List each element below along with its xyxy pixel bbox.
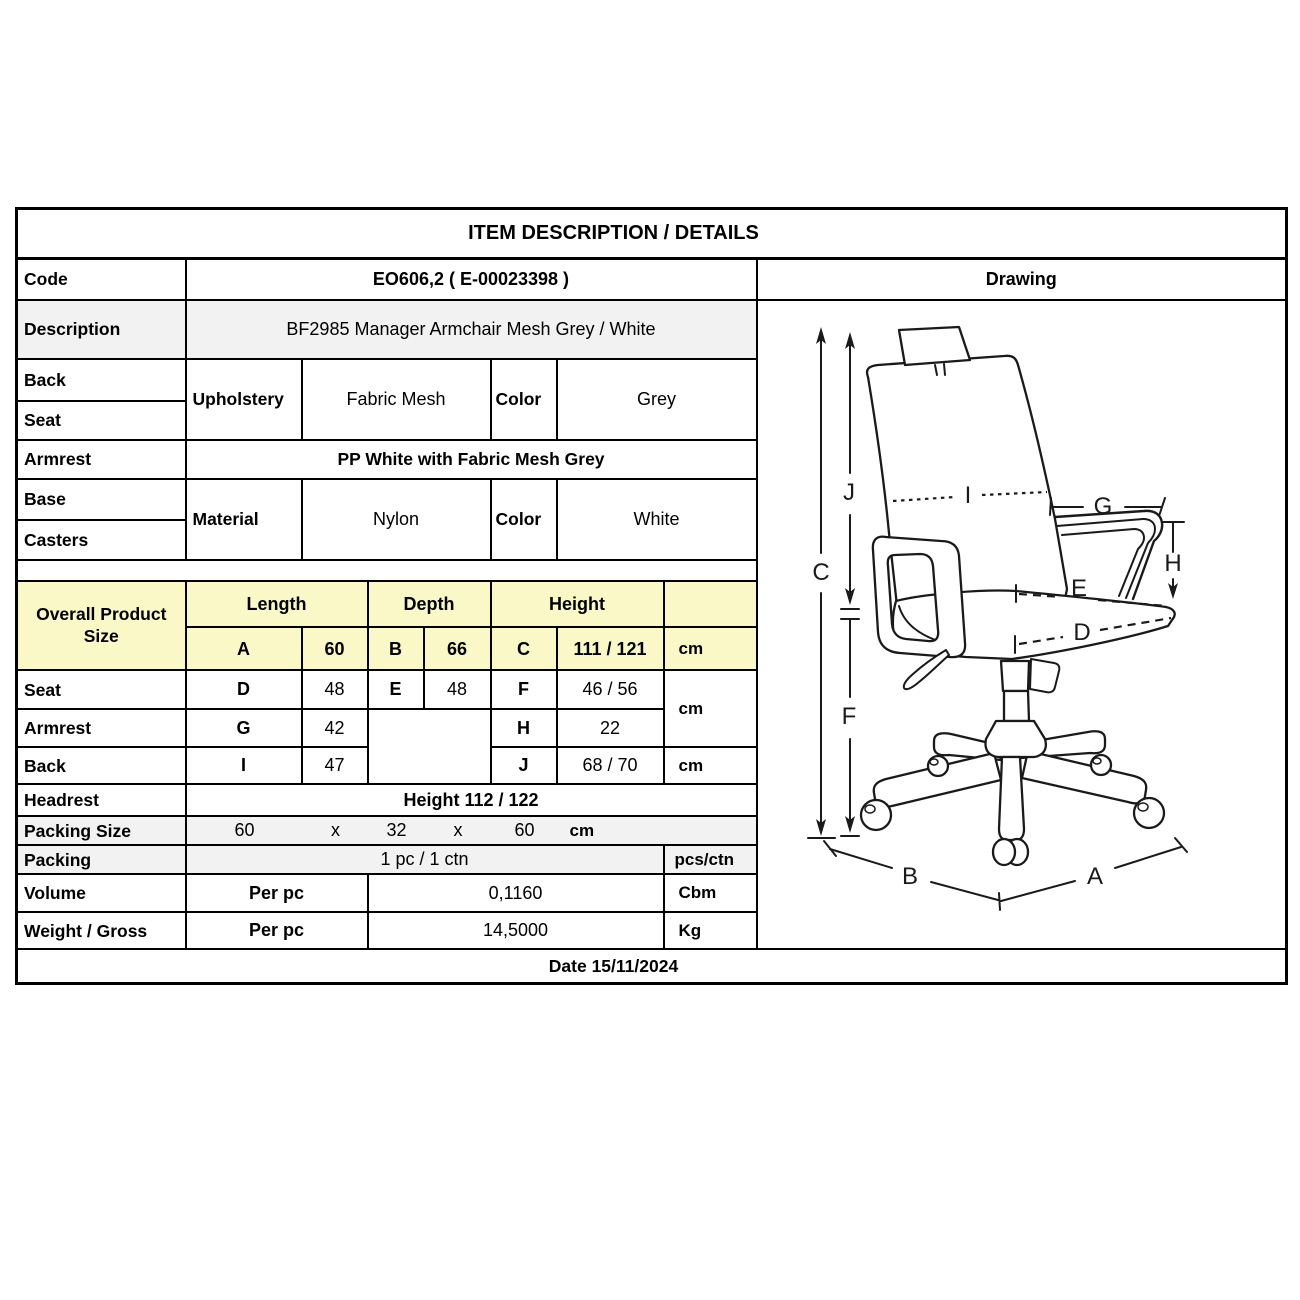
size-header-empty	[664, 581, 757, 627]
overall-b-val: 66	[424, 627, 491, 670]
base-label: Base	[17, 479, 186, 520]
material-label: Material	[186, 479, 302, 560]
armrest-label: Armrest	[17, 440, 186, 479]
upholstery-color-label: Color	[491, 359, 557, 440]
volume-unit: Cbm	[664, 874, 757, 912]
armrest-h-key: H	[491, 709, 557, 747]
upholstery-material: Fabric Mesh	[302, 359, 491, 440]
code-label: Code	[17, 259, 186, 300]
armrest-value: PP White with Fabric Mesh Grey	[186, 440, 757, 479]
upholstery-color-value: Grey	[557, 359, 757, 440]
svg-text:H: H	[1163, 549, 1182, 577]
packing-size-x2: x	[453, 820, 463, 841]
depth-header: Depth	[368, 581, 491, 627]
headrest-value: Height 112 / 122	[186, 784, 757, 816]
overall-b-key: B	[368, 627, 424, 670]
chair-drawing	[758, 301, 1284, 944]
caster-back-right	[1091, 755, 1111, 775]
back-unit: cm	[664, 747, 757, 784]
svg-text:I: I	[964, 481, 971, 509]
base-leg-right	[1022, 751, 1146, 803]
base-material: Nylon	[302, 479, 491, 560]
caster-front-a	[993, 839, 1015, 865]
volume-label: Volume	[17, 874, 186, 912]
spec-table	[15, 207, 1288, 985]
back-i-val: 47	[302, 747, 368, 784]
svg-text:G: G	[1093, 492, 1112, 520]
packing-size-v1: 60	[234, 820, 255, 841]
seat-e-val: 48	[424, 670, 491, 708]
length-header: Length	[186, 581, 368, 627]
packing-value: 1 pc / 1 ctn	[186, 845, 664, 874]
dim-f	[841, 619, 859, 836]
drawing-cell	[757, 300, 1287, 950]
overall-c-key: C	[491, 627, 557, 670]
overall-a-key: A	[186, 627, 302, 670]
drawing-header: Drawing	[757, 259, 1287, 300]
dim-j	[841, 332, 859, 609]
seat-e-key: E	[368, 670, 424, 708]
volume-per: Per pc	[186, 874, 368, 912]
armrest-dims-label: Armrest	[17, 709, 186, 747]
base-leg-front	[999, 757, 1024, 840]
packing-size-unit: cm	[569, 820, 595, 840]
seat-f-val: 46 / 56	[557, 670, 664, 708]
casters-label: Casters	[17, 520, 186, 560]
svg-text:F: F	[841, 702, 856, 730]
caster-left	[861, 800, 891, 830]
chair-back	[867, 355, 1067, 605]
dim-c	[808, 327, 835, 838]
back-j-key: J	[491, 747, 557, 784]
overall-unit: cm	[664, 627, 757, 670]
base-color-value: White	[557, 479, 757, 560]
dims-empty-cell	[368, 709, 491, 784]
sheet-title: ITEM DESCRIPTION / DETAILS	[17, 209, 1287, 259]
seat-d-val: 48	[302, 670, 368, 708]
seat-adjuster-box	[1030, 659, 1059, 692]
back-j-val: 68 / 70	[557, 747, 664, 784]
base-hub	[985, 721, 1045, 757]
packing-size-v2: 32	[386, 820, 407, 841]
base-color-label: Color	[491, 479, 557, 560]
code-value: EO606,2 ( E-00023398 )	[186, 259, 757, 300]
description-value: BF2985 Manager Armchair Mesh Grey / White	[186, 300, 757, 359]
base-star	[873, 721, 1145, 840]
armrest-h-val: 22	[557, 709, 664, 747]
packing-size-x1: x	[331, 820, 340, 841]
headrest	[899, 327, 970, 365]
volume-value: 0,1160	[368, 874, 664, 912]
packing-unit: pcs/ctn	[664, 845, 757, 874]
armrest-g-val: 42	[302, 709, 368, 747]
seat-label: Seat	[17, 401, 186, 440]
packing-size-label: Packing Size	[17, 816, 186, 845]
seat-d-key: D	[186, 670, 302, 708]
weight-label: Weight / Gross	[17, 912, 186, 949]
dim-b	[824, 841, 998, 900]
caster-right	[1134, 798, 1164, 828]
spacer-row	[17, 560, 757, 581]
packing-size-v3: 60	[514, 820, 535, 841]
back-label: Back	[17, 359, 186, 401]
back-dims-label: Back	[17, 747, 186, 784]
svg-text:E: E	[1070, 574, 1087, 602]
seat-dims-label: Seat	[17, 670, 186, 708]
headrest-label: Headrest	[17, 784, 186, 816]
upholstery-label: Upholstery	[186, 359, 302, 440]
dim-h	[1162, 522, 1184, 599]
packing-label: Packing	[17, 845, 186, 874]
svg-text:D: D	[1072, 618, 1091, 646]
date-row: Date 15/11/2024	[17, 949, 1287, 983]
seat-armrest-unit: cm	[664, 670, 757, 747]
height-header: Height	[491, 581, 664, 627]
weight-unit: Kg	[664, 912, 757, 949]
spec-sheet	[15, 207, 1288, 985]
weight-per: Per pc	[186, 912, 368, 949]
back-i-key: I	[186, 747, 302, 784]
svg-text:J: J	[842, 478, 855, 506]
description-label: Description	[17, 300, 186, 359]
overall-size-label: Overall Product Size	[17, 581, 186, 670]
overall-a-val: 60	[302, 627, 368, 670]
svg-text:A: A	[1086, 862, 1103, 890]
gas-lift	[1001, 659, 1059, 721]
packing-size-value	[186, 816, 757, 845]
armrest-g-key: G	[186, 709, 302, 747]
svg-text:C: C	[811, 558, 830, 586]
weight-value: 14,5000	[368, 912, 664, 949]
svg-text:B: B	[901, 862, 918, 890]
overall-c-val: 111 / 121	[557, 627, 664, 670]
seat-f-key: F	[491, 670, 557, 708]
caster-back-left	[928, 756, 948, 776]
